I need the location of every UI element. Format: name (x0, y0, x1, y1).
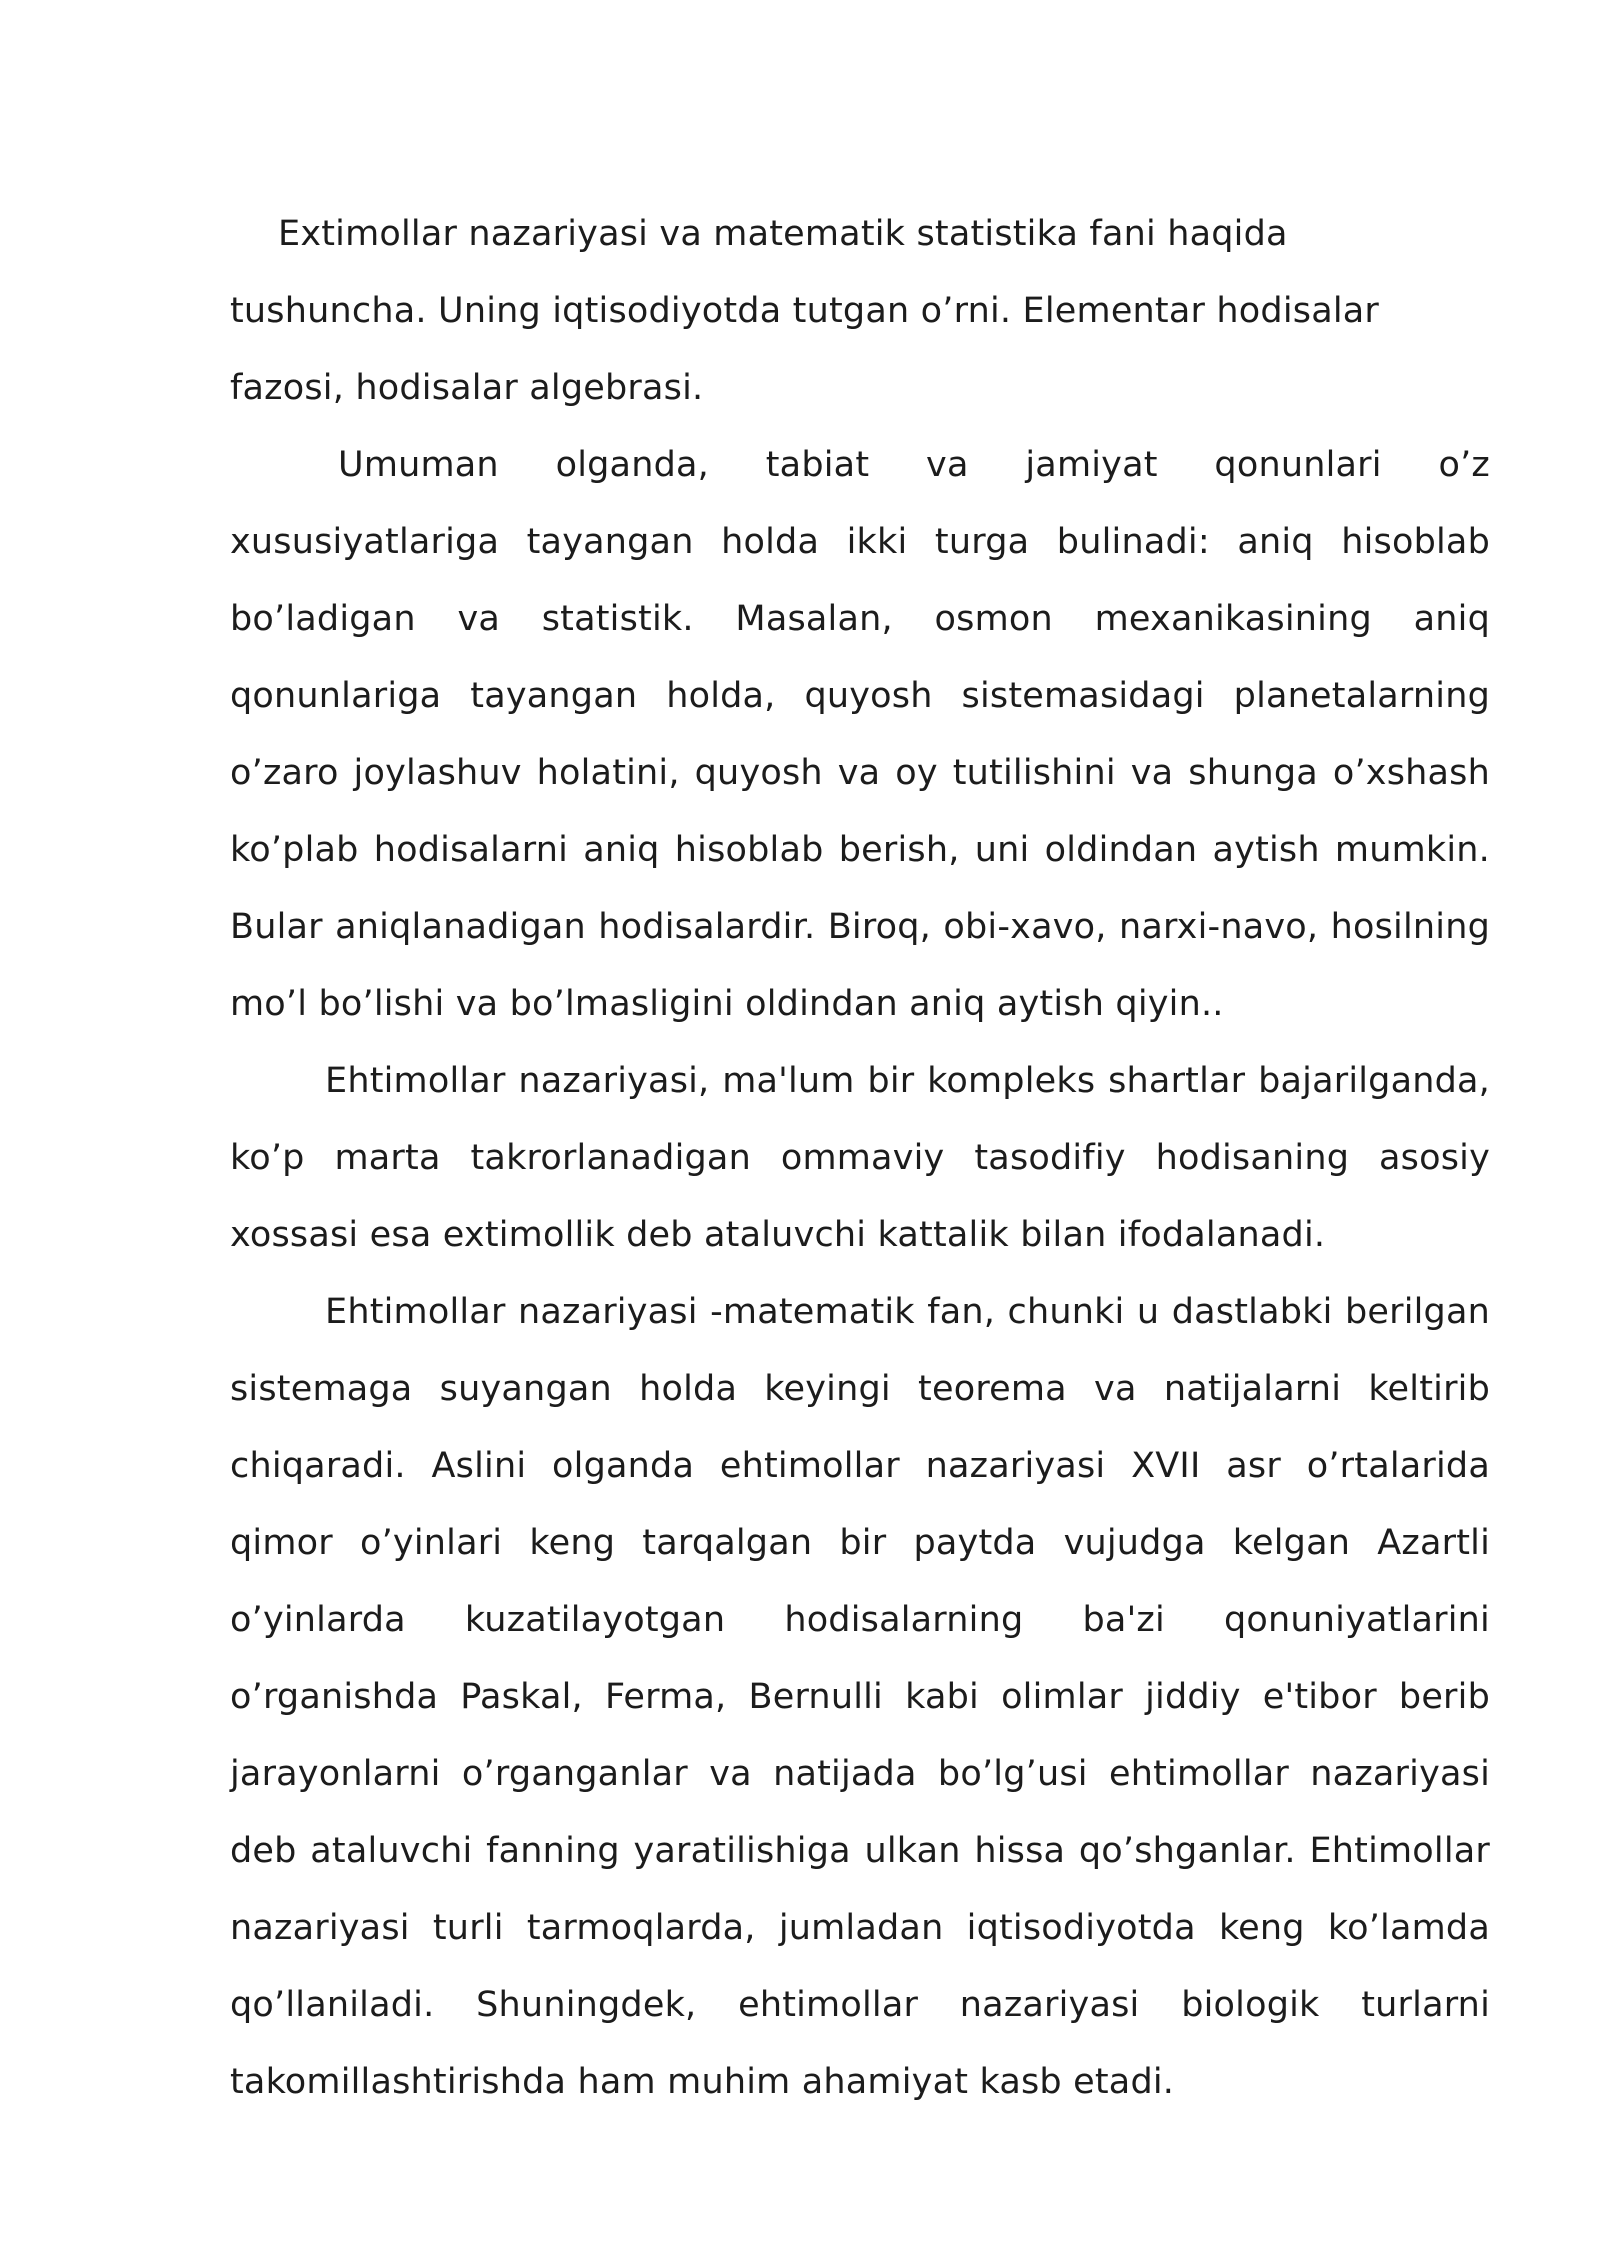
heading-paragraph: Extimollar nazariyasi va matematik statistika fani haqida tushuncha. Uning iqtisodiyotda tutgan o’rni. Elementar hodisalar fazosi, hodisalar algebrasi. (230, 214, 1380, 408)
body-paragraph-3: Ehtimollar nazariyasi -matematik fan, chunki u dastlabki berilgan sistemaga suyangan holda keyingi teorema va natijalarni keltirib chiqaradi. Aslini olganda ehtimollar nazariyasi XVII asr o’rtalarida qimor o’yinlari keng tarqalgan bir paytda vujudga kelgan Azartli o’yinlarda kuzatilayotgan hodisalarning ba'zi qonuniyatlarini o’rganishda Paskal, Ferma, Bernulli kabi olimlar jiddiy e'tibor berib jarayonlarni o’rganganlar va natijada bo’lg’usi ehtimollar nazariyasi deb ataluvchi fanning yaratilishiga ulkan hissa qo’shganlar. Ehtimollar nazariyasi turli tarmoqlarda, jumladan iqtisodiyotda keng ko’lamda qo’llaniladi. Shuningdek, ehtimollar nazariyasi biologik turlarni takomillashtirishda ham muhim ahamiyat kasb etadi. (230, 1292, 1490, 2102)
body-paragraph-2: Ehtimollar nazariyasi, ma'lum bir kompleks shartlar bajarilganda, ko’p marta takrorlanadigan ommaviy tasodifiy hodisaning asosiy xossasi esa extimollik deb ataluvchi kattalik bilan ifodalanadi. (230, 1061, 1490, 1255)
body-paragraph-1: Umuman olganda, tabiat va jamiyat qonunlari o’z xususiyatlariga tayangan holda ikki turga bulinadi: aniq hisoblab bo’ladigan va statistik. Masalan, osmon mexanikasining aniq qonunlariga tayangan holda, quyosh sistemasidagi planetalarning o’zaro joylashuv holatini, quyosh va oy tutilishini va shunga o’xshash ko’plab hodisalarni aniq hisoblab berish, uni oldindan aytish mumkin. Bular aniqlanadigan hodisalardir. Biroq, obi-xavo, narxi-navo, hosilning mo’l bo’lishi va bo’lmasligini oldindan aniq aytish qiyin.. (230, 445, 1490, 1024)
document-page (230, 196, 1490, 2121)
